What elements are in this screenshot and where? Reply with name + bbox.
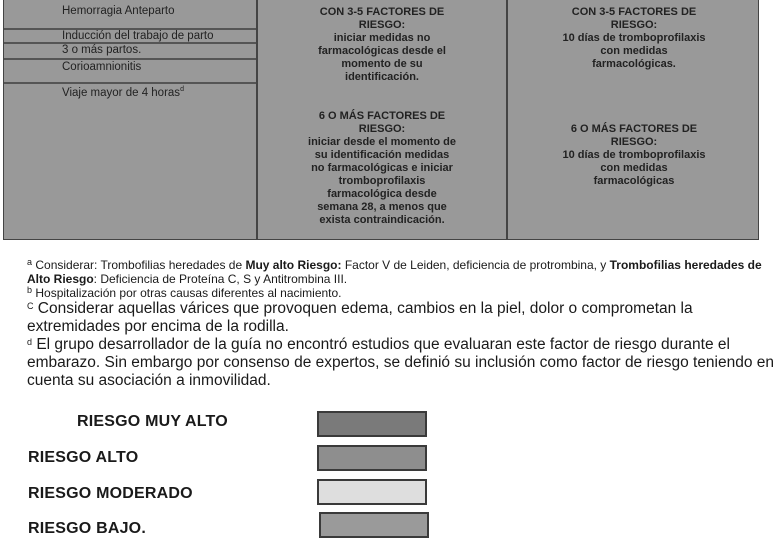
footnote-d [27,336,775,390]
footnote-marker: b [27,285,33,295]
column-divider [256,0,258,239]
recommendation-high-pharm: 6 O MÁS FACTORES DE RIESGO: 10 días de tromboprofilaxis con medidas farmacológicas [562,123,706,187]
footnote-marker: a [27,257,33,267]
footnote-emphasis: Muy alto Riesgo: [245,258,342,272]
legend-swatch-low [319,512,429,538]
footnote-marker: d [180,86,184,93]
footnote-a [27,258,775,286]
risk-factor-cell: Corioamnionitis [62,61,142,73]
footnote-marker: d [27,337,33,347]
risk-factor-cell: Inducción del trabajo de parto [62,30,214,42]
footnote-b [27,286,775,300]
legend-label-very-high: RIESGO MUY ALTO [77,413,228,430]
risk-factor-label: Viaje mayor de 4 horas [62,86,181,99]
legend-swatch-moderate [317,479,427,505]
footnote-text: Considerar aquellas várices que provoquen edema, cambios en la piel, dolor o comprometan la extremidades por encima de la rodilla. [27,300,693,335]
risk-table [3,0,759,240]
risk-factor-cell: 3 o más partos. [62,44,142,56]
legend-swatch-very-high [317,411,427,437]
legend-label-low: RIESGO BAJO. [28,520,146,537]
footnotes [27,258,775,390]
recommendation-high-nonpharm: 6 O MÁS FACTORES DE RIESGO: iniciar desde el momento de su identificación medidas no farmacológicas e iniciar tromboprofilaxis farmacológica desde semana 28, a menos que exista contraindicación. [308,110,456,226]
risk-factor-cell [62,83,184,100]
footnote-text: El grupo desarrollador de la guía no encontró estudios que evaluaran este factor de riesgo durante el embarazo. Sin embargo por consenso de expertos, se definió su inclusión como factor de riesgo teniendo en cuenta su asociación a inmovilidad. [27,336,775,389]
row-divider [4,58,256,60]
column-divider [506,0,508,239]
footnote-text: Considerar: Trombofilias heredades de [32,258,246,272]
legend-label-high: RIESGO ALTO [28,449,139,466]
footnote-text: Factor V de Leiden, deficiencia de protrombina, y [341,258,610,272]
recommendation-moderate-pharm: CON 3-5 FACTORES DE RIESGO: 10 días de tromboprofilaxis con medidas farmacológicas. [562,6,706,70]
footnote-marker: C [27,301,34,311]
footnote-emphasis: Trombofilias heredades de Alto Riesgo [27,258,762,286]
footnote-c [27,300,775,336]
footnote-text: : Deficiencia de Proteína C, S y Antitrombina III. [93,272,348,286]
legend-label-moderate: RIESGO MODERADO [28,485,193,502]
footnote-text: Hospitalización por otras causas diferentes al nacimiento. [32,286,342,300]
legend-swatch-high [317,445,427,471]
risk-factor-cell: Hemorragia Anteparto [62,5,175,17]
recommendation-moderate-nonpharm: CON 3-5 FACTORES DE RIESGO: iniciar medidas no farmacológicas desde el momento de su identificación. [318,6,446,83]
